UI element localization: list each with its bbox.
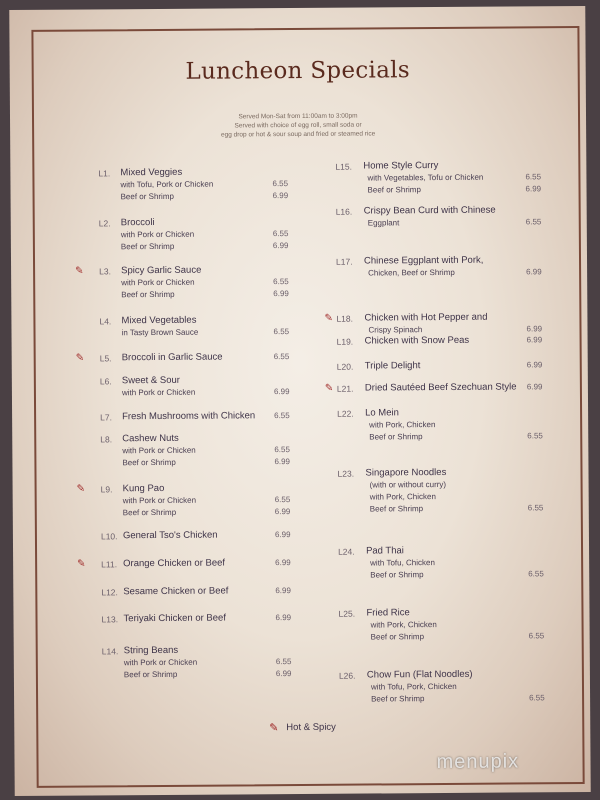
menu-item-name: Sweet & Sour [121, 374, 180, 387]
menu-item-detail: with Pork, Chicken [369, 492, 436, 502]
menu-subtitle-line: Served with choice of egg roll, small soda or [234, 121, 362, 130]
menu-item-number: L17. [335, 256, 353, 267]
menu-item-price: 6.55 [273, 352, 290, 362]
menu-item-number: L14. [101, 646, 119, 657]
menu-item-number: L25. [338, 608, 356, 619]
menu-item-number: L12. [101, 587, 118, 598]
menu-item-number: L21. [336, 383, 354, 394]
menu-item-number: L9. [100, 484, 113, 495]
menu-item-detail: Chicken, Beef or Shrimp [368, 267, 455, 278]
menu-item-detail: Beef or Shrimp [122, 507, 177, 518]
menu-item-name: Cashew Nuts [122, 432, 179, 445]
menu-item-name: Pad Thai [366, 545, 404, 557]
menu-item-detail: with Pork or Chicken [121, 277, 195, 288]
menu-title: Luncheon Specials [185, 57, 411, 85]
menu-item-name: Fresh Mushrooms with Chicken [122, 410, 256, 423]
menu-item-price: 6.99 [526, 267, 542, 277]
menu-item-detail: with Tofu, Pork, Chicken [370, 681, 457, 692]
menu-item-price: 6.99 [274, 507, 291, 517]
chili-pepper-icon: ✎ [76, 483, 86, 495]
menu-item-name: String Beans [123, 644, 179, 657]
menu-item-price: 6.99 [274, 457, 291, 467]
menu-item-detail: in Tasty Brown Sauce [121, 327, 199, 338]
menu-item-price: 6.55 [274, 495, 291, 505]
menu-item-number: L7. [100, 412, 112, 423]
menu-item-number: L8. [100, 434, 113, 445]
menu-item-detail: Beef or Shrimp [121, 289, 175, 300]
menu-item-detail: Beef or Shrimp [122, 457, 176, 468]
menu-item-name: Dried Sautéed Beef Szechuan Style [364, 381, 517, 394]
chili-pepper-icon: ✎ [269, 722, 279, 735]
menu-item-detail: with Tofu, Chicken [370, 558, 435, 568]
menu-subtitle-line: Served Mon-Sat from 11:00am to 3:00pm [238, 112, 358, 121]
menu-item-detail: Beef or Shrimp [120, 241, 175, 252]
menu-item-price: 6.55 [525, 172, 542, 182]
menu-item-number: L24. [338, 546, 355, 557]
menu-item-name: Triple Delight [364, 360, 421, 372]
menu-item-name: Chinese Eggplant with Pork, [363, 254, 484, 267]
menu-item-name: Broccoli [120, 217, 155, 229]
menu-item-number: L20. [336, 361, 354, 372]
menu-item-name: Chow Fun (Flat Noodles) [366, 668, 473, 681]
menu-item-number: L23. [337, 468, 355, 479]
menu-item-number: L13. [101, 614, 119, 625]
menu-border [31, 26, 584, 788]
menu-item-price: 6.99 [272, 241, 289, 251]
menu-item-price: 6.55 [272, 179, 289, 189]
menu-item-detail: with Pork or Chicken [120, 229, 195, 240]
menu-item-detail: Beef or Shrimp [369, 504, 424, 514]
menu-page [9, 6, 590, 796]
menu-item-detail: with Pork or Chicken [122, 445, 196, 456]
menu-item-number: L18. [336, 313, 354, 324]
menu-item-detail: with Pork or Chicken [122, 495, 197, 506]
menu-item-price: 6.55 [528, 631, 545, 641]
menu-item-detail: with Tofu, Pork or Chicken [120, 179, 214, 190]
menu-item-price: 6.99 [272, 191, 289, 201]
menu-item-name: Mixed Veggies [120, 166, 183, 179]
menu-item-detail: with Vegetables, Tofu or Chicken [367, 172, 484, 183]
menu-item-name: Home Style Curry [363, 160, 439, 172]
menu-item-name: Orange Chicken or Beef [123, 557, 226, 570]
menu-item-number: L4. [99, 316, 112, 327]
chili-pepper-icon: ✎ [75, 352, 85, 364]
menu-item-detail: with Pork, Chicken [370, 620, 437, 630]
menu-item-number: L3. [99, 266, 111, 277]
menu-item-price: 6.99 [274, 530, 291, 540]
watermark: menupix [436, 750, 520, 774]
menu-item-detail: Eggplant [367, 218, 400, 228]
menu-item-price: 6.99 [275, 586, 291, 596]
menu-item-price: 6.55 [274, 411, 290, 421]
menu-item-price: 6.55 [525, 217, 542, 227]
menu-item-detail: Beef or Shrimp [370, 570, 424, 580]
menu-item-price: 6.55 [273, 277, 289, 287]
menu-item-price: 6.99 [273, 387, 290, 397]
menu-item-price: 6.55 [527, 503, 544, 513]
menu-item-name: Broccoli in Garlic Sauce [121, 351, 223, 364]
menu-item-price: 6.55 [275, 657, 292, 667]
menu-item-name: Fried Rice [366, 607, 410, 619]
chili-pepper-icon: ✎ [324, 382, 334, 394]
menu-item-price: 6.99 [526, 360, 543, 370]
menu-item-detail: with Pork, Chicken [369, 420, 436, 430]
menu-item-price: 6.99 [273, 289, 289, 299]
menu-item-detail: Beef or Shrimp [369, 432, 423, 442]
legend-label: Hot & Spicy [286, 721, 336, 734]
menu-item-number: L2. [98, 218, 111, 229]
menu-item-number: L22. [337, 408, 354, 419]
menu-item-detail: Beef or Shrimp [120, 191, 174, 202]
menu-item-detail: with Pork or Chicken [121, 387, 196, 398]
menu-item-detail: with Pork or Chicken [123, 657, 198, 668]
menu-item-number: L11. [101, 559, 118, 570]
menu-item-name: Mixed Vegetables [121, 314, 197, 327]
menu-item-detail: Beef or Shrimp [367, 185, 421, 195]
menu-item-name: Spicy Garlic Sauce [121, 264, 202, 277]
menu-item-number: L1. [98, 168, 111, 179]
menu-item-price: 6.99 [275, 613, 292, 623]
chili-pepper-icon: ✎ [324, 312, 333, 324]
menu-item-price: 6.99 [525, 184, 542, 194]
menu-item-number: L6. [99, 376, 112, 387]
menu-item-name: Singapore Noodles [365, 466, 447, 479]
menu-item-price: 6.99 [526, 335, 543, 345]
menu-item-price: 6.55 [274, 445, 290, 455]
menu-subtitle-line: egg drop or hot & sour soup and fried or steamed rice [220, 130, 376, 139]
menu-item-price: 6.55 [527, 431, 543, 441]
menu-item-detail: Beef or Shrimp [123, 669, 178, 680]
menu-item-detail: (with or without curry) [369, 479, 447, 490]
menu-item-price: 6.55 [272, 229, 289, 239]
menu-item-price: 6.99 [275, 558, 291, 568]
menu-item-number: L5. [99, 353, 112, 364]
menu-item-detail: Beef or Shrimp [371, 694, 425, 704]
menu-item-number: L16. [335, 206, 353, 217]
menu-item-number: L15. [335, 161, 352, 172]
menu-item-detail: Beef or Shrimp [370, 632, 425, 642]
menu-item-name: General Tso's Chicken [122, 529, 218, 542]
menu-item-price: 6.99 [275, 669, 292, 679]
chili-pepper-icon: ✎ [75, 265, 84, 277]
menu-item-price: 6.99 [526, 324, 543, 334]
menu-item-detail: Crispy Spinach [368, 325, 423, 335]
menu-item-name: Teriyaki Chicken or Beef [123, 612, 226, 625]
menu-item-name: Sesame Chicken or Beef [123, 585, 229, 598]
menu-item-number: L10. [100, 531, 118, 542]
menu-item-price: 6.55 [273, 327, 290, 337]
menu-item-number: L19. [336, 336, 354, 347]
menu-item-name: Chicken with Snow Peas [364, 334, 470, 347]
menu-item-price: 6.55 [529, 693, 545, 703]
menu-item-name: Kung Pao [122, 482, 165, 495]
menu-item-name: Chicken with Hot Pepper and [364, 311, 488, 324]
menu-item-number: L26. [338, 670, 356, 681]
chili-pepper-icon: ✎ [77, 558, 86, 570]
menu-item-name: Lo Mein [365, 407, 399, 419]
menu-item-price: 6.99 [526, 382, 543, 392]
menu-item-price: 6.55 [528, 569, 544, 579]
menu-item-name: Crispy Bean Curd with Chinese [363, 204, 496, 217]
